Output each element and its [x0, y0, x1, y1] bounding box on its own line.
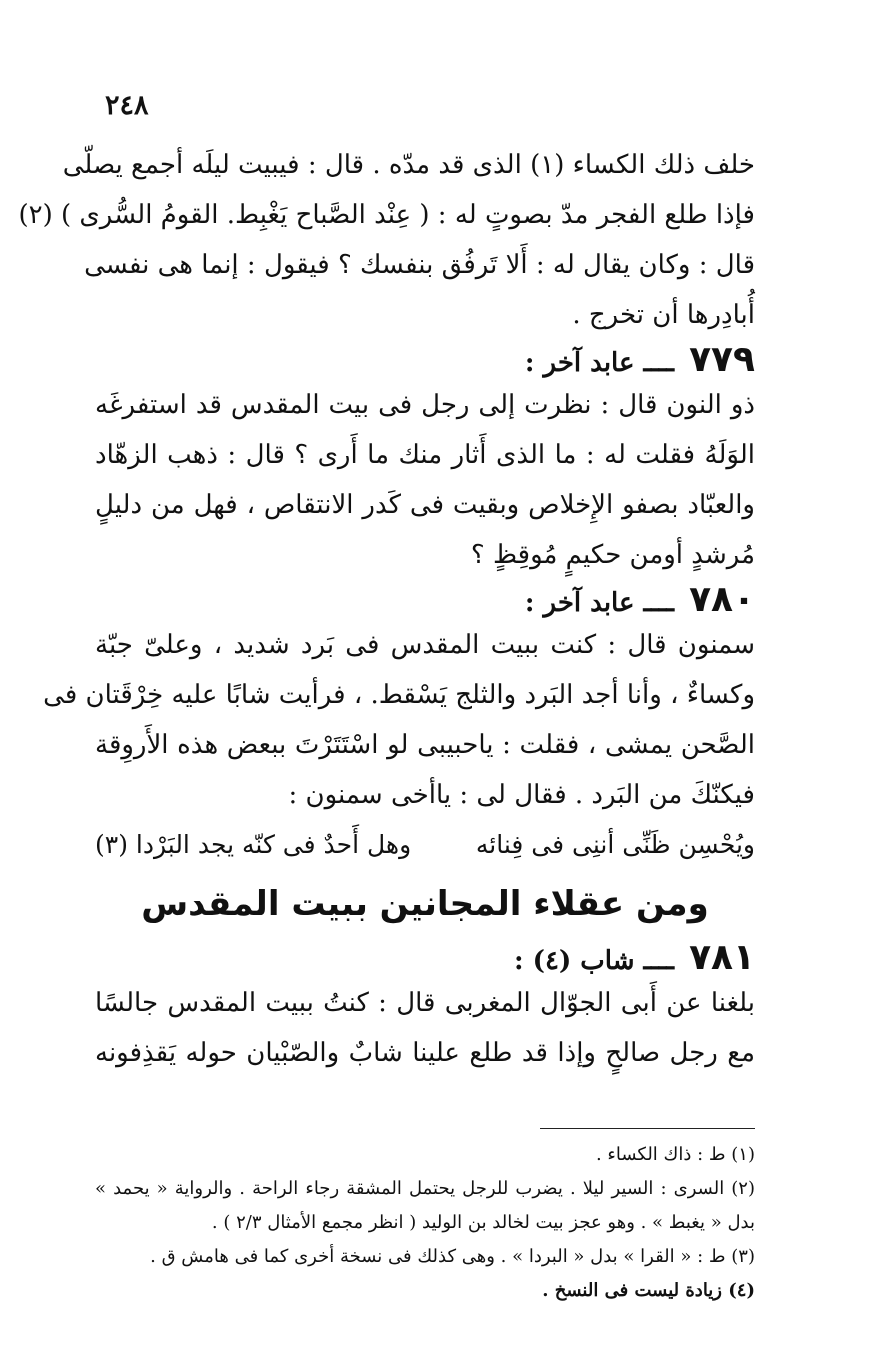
footnotes: [95, 1138, 755, 1308]
entry-number: ٧٨٠: [689, 579, 755, 620]
text-line: الوَلَهُ فقلت له : ما الذى أَثار منك ما أَرى ؟ قال : ذهب الزهّاد: [95, 440, 755, 470]
footnote: (٢) السرى : السير ليلا . يضرب للرجل يحتمل المشقة رجاء الراحة . والرواية « يحمد »: [95, 1178, 755, 1199]
entry-heading-780: [95, 580, 755, 620]
entry-heading-779: [95, 340, 755, 380]
text-line: أُبادِرها أن تخرج .: [572, 300, 755, 330]
entry-number: ٧٨١: [689, 937, 755, 978]
poem-verse: [95, 820, 755, 870]
text-line: قال : وكان يقال له : أَلا تَرفُق بنفسك ؟ فيقول : إنما هى نفسى: [84, 250, 755, 280]
text-line: وكساءٌ ، وأنا أجد البَرد والثلج يَسْقط. ، فرأيت شابًا عليه خِرْقَتان فى: [43, 680, 755, 710]
text-line: مُرشدٍ أومن حكيمٍ مُوقِظٍ ؟: [470, 540, 755, 570]
text-line: والعبّاد بصفو الإِخلاص وبقيت فى كَدر الانتقاص ، فهل من دليلٍ: [95, 490, 755, 520]
footnote-continuation: بدل « يغبط » . وهو عجز بيت لخالد بن الوليد ( انظر مجمع الأمثال ٢/٣ ) .: [211, 1212, 755, 1233]
text-line: بلغنا عن أَبى الجوّال المغربى قال : كنتُ ببيت المقدس جالسًا: [95, 988, 755, 1018]
text-line: فيكنّكَ من البَرد . فقال لى : ياأخى سمنون :: [288, 780, 755, 810]
text-line: ذو النون قال : نظرت إلى رجل فى بيت المقدس قد استفرغَه: [95, 390, 755, 420]
text-line: مع رجل صالحٍ وإذا قد طلع علينا شابٌ والصّبْيان حوله يَقذِفونه: [95, 1038, 755, 1068]
text-line: الصَّحن يمشى ، فقلت : ياحبيبى لو اسْتَتَرْتَ ببعض هذه الأَروِقة: [95, 730, 755, 760]
verse-second-hemistich: وهل أَحدٌ فى كنّه يجد البَرْدا (٣): [95, 830, 412, 859]
verse-first-hemistich: ويُحْسِن ظَنِّى أننِى فى فِنائه: [475, 830, 755, 859]
text-line: خلف ذلك الكساء (١) الذى قد مدّه . قال : فيبيت ليلَه أجمع يصلّى: [62, 150, 755, 180]
footnote: (٤) زيادة ليست فى النسخ .: [542, 1280, 755, 1301]
text-line: سمنون قال : كنت ببيت المقدس فى بَرد شديد ، وعلىّ جبّة: [95, 630, 755, 660]
section-title: ومن عقلاء المجانين ببيت المقدس: [141, 884, 709, 924]
entry-title: ــــ عابد آخر :: [524, 348, 675, 378]
entry-title: ــــ عابد آخر :: [524, 588, 675, 618]
footnote: (٣) ط : « القرا » بدل « البردا » . وهى كذلك فى نسخة أخرى كما فى هامش ق .: [150, 1246, 755, 1267]
footnote: (١) ط : ذاك الكساء .: [595, 1144, 755, 1165]
page-number: ٢٤٨: [105, 90, 149, 121]
entry-heading-781: [95, 938, 755, 978]
text-line: فإذا طلع الفجر مدّ بصوتٍ له : ( عِنْد الصَّباح يَغْبِط. القومُ السُّرى ) (٢): [18, 200, 755, 230]
entry-number: ٧٧٩: [689, 339, 755, 380]
footnote-divider: [540, 1128, 755, 1129]
entry-title: ــــ شاب (٤) :: [514, 946, 675, 976]
main-text: [18, 140, 755, 1078]
book-page: [18, 80, 755, 1340]
